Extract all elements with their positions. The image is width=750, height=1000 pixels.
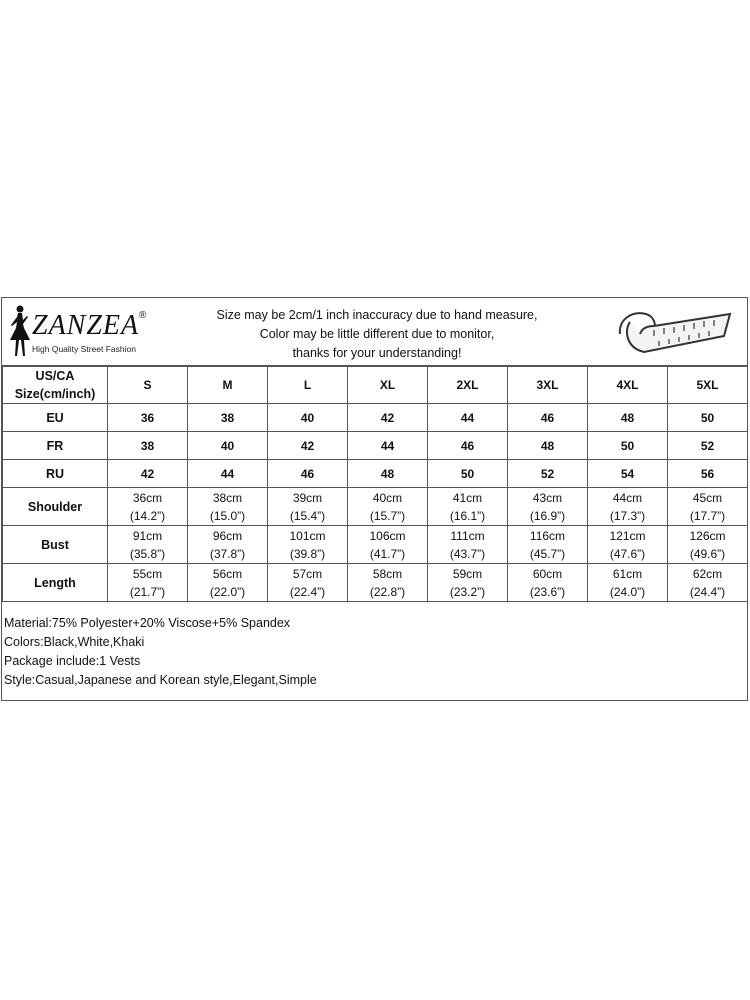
table-cell [588,564,668,602]
table-cell: 38 [188,404,268,432]
cm-value: 58cm [372,566,403,581]
inch-value: (41.7”) [369,546,406,561]
inch-value: (24.4”) [689,584,726,599]
brand-name: ZANZEA [32,310,140,341]
row-label: RU [3,460,108,488]
registered-mark: ® [139,310,147,321]
cm-value: 38cm [212,490,243,505]
table-cell: 36 [108,404,188,432]
table-cell [268,526,348,564]
table-cell [428,526,508,564]
measurement-notice [172,306,582,363]
table-cell: 52 [668,432,748,460]
product-info [4,614,317,690]
cm-value: 44cm [612,490,643,505]
inch-value: (15.4”) [289,508,326,523]
header-label-line: US/CA [35,369,75,383]
inch-value: (22.0”) [209,584,246,599]
notice-line: thanks for your understanding! [292,346,462,360]
inch-value: (47.6”) [609,546,646,561]
measuring-tape-icon [614,300,736,362]
cm-value: 39cm [292,490,323,505]
table-cell [668,564,748,602]
row-label: Shoulder [3,488,108,526]
inch-value: (39.8”) [289,546,326,561]
table-cell: 50 [588,432,668,460]
table-cell [668,488,748,526]
inch-value: (43.7”) [449,546,486,561]
measurement-row-shoulder [3,488,748,526]
table-cell: 46 [508,404,588,432]
table-cell: 40 [268,404,348,432]
table-cell: 56 [668,460,748,488]
table-cell: 46 [268,460,348,488]
inch-value: (22.4”) [289,584,326,599]
cm-value: 121cm [609,528,646,543]
inch-value: (14.2”) [129,508,166,523]
table-cell [108,488,188,526]
table-cell: 46 [428,432,508,460]
header-label-line: Size(cm/inch) [14,387,96,401]
size-chart [1,297,748,701]
table-cell [348,488,428,526]
cm-value: 45cm [692,490,723,505]
size-cell: L [268,367,348,404]
cm-value: 41cm [452,490,483,505]
measurement-row-bust [3,526,748,564]
inch-value: (37.8”) [209,546,246,561]
info-package: Package include:1 Vests [4,654,141,668]
table-cell [348,564,428,602]
inch-value: (23.6”) [529,584,566,599]
row-label: EU [3,404,108,432]
region-row-eu [3,404,748,432]
table-cell: 38 [108,432,188,460]
table-cell: 48 [508,432,588,460]
info-style: Style:Casual,Japanese and Korean style,Elegant,Simple [4,673,317,687]
cm-value: 56cm [212,566,243,581]
table-cell [428,488,508,526]
cm-value: 59cm [452,566,483,581]
inch-value: (16.9”) [529,508,566,523]
table-cell [508,526,588,564]
cm-value: 62cm [692,566,723,581]
table-cell [268,488,348,526]
table-cell [108,564,188,602]
size-cell: XL [348,367,428,404]
table-cell [508,564,588,602]
inch-value: (16.1”) [449,508,486,523]
table-cell [188,488,268,526]
cm-value: 101cm [289,528,326,543]
row-label: FR [3,432,108,460]
table-cell: 40 [188,432,268,460]
table-cell: 48 [348,460,428,488]
table-cell [268,564,348,602]
table-cell [668,526,748,564]
size-cell: 4XL [588,367,668,404]
table-cell: 48 [588,404,668,432]
inch-value: (15.7”) [369,508,406,523]
size-cell: 3XL [508,367,588,404]
brand-logo [6,302,156,362]
table-cell: 54 [588,460,668,488]
cm-value: 60cm [532,566,563,581]
inch-value: (15.0”) [209,508,246,523]
cm-value: 57cm [292,566,323,581]
region-row-ru [3,460,748,488]
table-cell: 42 [108,460,188,488]
cm-value: 106cm [369,528,406,543]
table-cell [588,526,668,564]
inch-value: (17.3”) [609,508,646,523]
table-cell: 52 [508,460,588,488]
woman-silhouette-icon [6,302,32,362]
cm-value: 61cm [612,566,643,581]
table-cell: 44 [428,404,508,432]
table-cell: 42 [268,432,348,460]
cm-value: 40cm [372,490,403,505]
size-cell: S [108,367,188,404]
info-material: Material:75% Polyester+20% Viscose+5% Spandex [4,616,291,630]
notice-line: Color may be little different due to monitor, [259,327,495,341]
table-cell [188,564,268,602]
size-header-row [3,367,748,404]
info-colors: Colors:Black,White,Khaki [4,635,145,649]
inch-value: (49.6”) [689,546,726,561]
size-cell: M [188,367,268,404]
cm-value: 55cm [132,566,163,581]
table-cell [108,526,188,564]
table-cell [588,488,668,526]
table-cell [508,488,588,526]
size-cell: 5XL [668,367,748,404]
inch-value: (22.8”) [369,584,406,599]
cm-value: 96cm [212,528,243,543]
inch-value: (17.7”) [689,508,726,523]
region-row-fr [3,432,748,460]
brand-tagline: High Quality Street Fashion [32,344,136,354]
cm-value: 116cm [529,528,566,543]
cm-value: 43cm [532,490,563,505]
inch-value: (45.7”) [529,546,566,561]
header-label-cell [3,367,108,404]
table-cell [348,526,428,564]
row-label: Bust [3,526,108,564]
table-cell: 42 [348,404,428,432]
table-cell [188,526,268,564]
cm-value: 91cm [132,528,163,543]
size-cell: 2XL [428,367,508,404]
cm-value: 111cm [450,528,485,543]
table-cell: 44 [348,432,428,460]
row-label: Length [3,564,108,602]
cm-value: 126cm [689,528,726,543]
table-cell: 50 [428,460,508,488]
chart-header [2,298,747,366]
table-cell: 50 [668,404,748,432]
size-table [2,366,748,602]
cm-value: 36cm [132,490,163,505]
inch-value: (23.2”) [449,584,486,599]
notice-line: Size may be 2cm/1 inch inaccuracy due to hand measure, [216,308,538,322]
measurement-row-length [3,564,748,602]
inch-value: (24.0”) [609,584,646,599]
table-cell: 44 [188,460,268,488]
inch-value: (21.7”) [129,584,166,599]
table-cell [428,564,508,602]
inch-value: (35.8”) [129,546,166,561]
